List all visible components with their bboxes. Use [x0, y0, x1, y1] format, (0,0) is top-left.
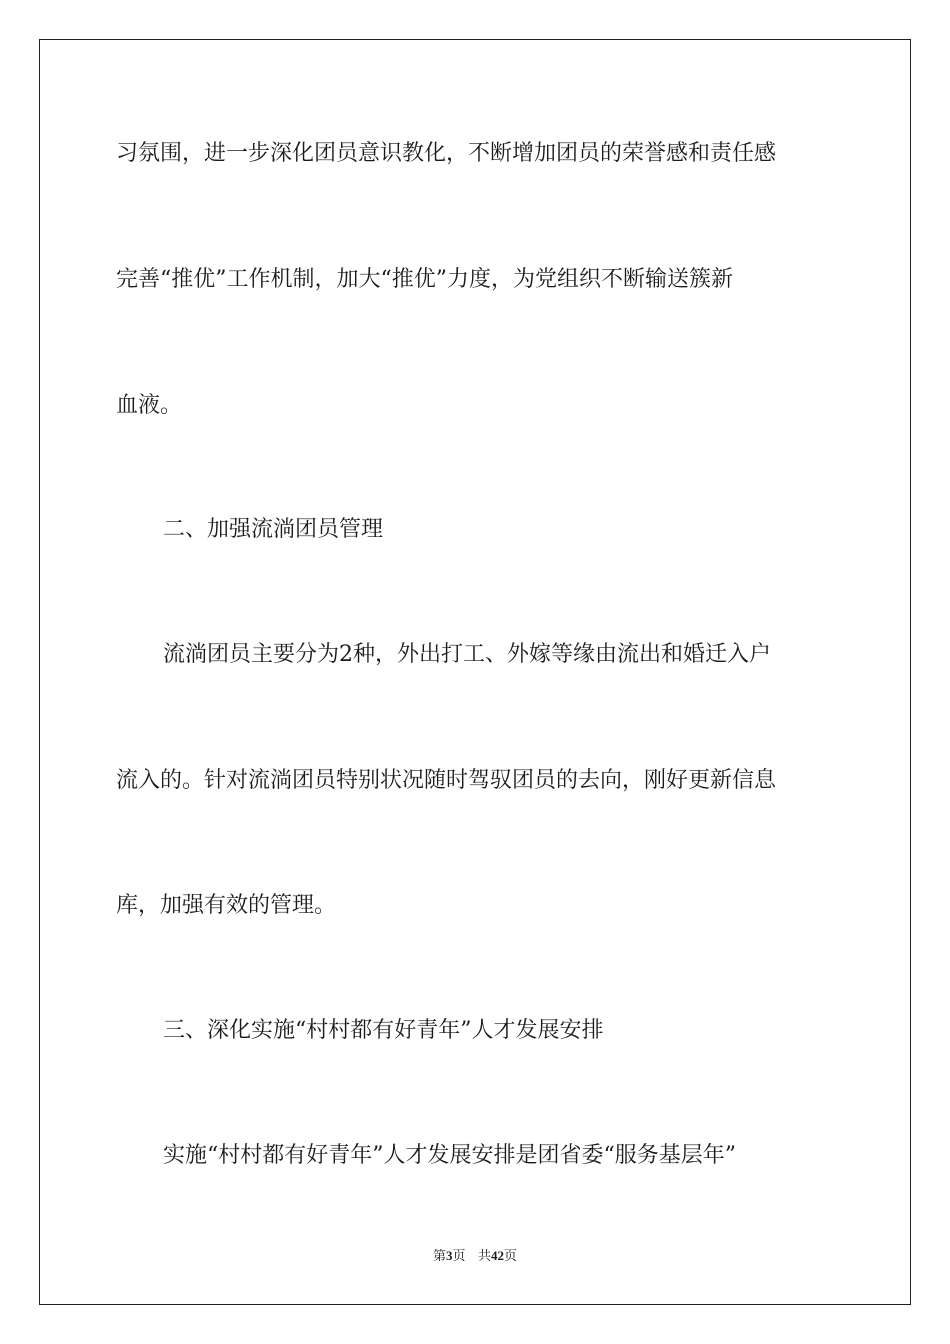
paragraph-line-3: 血液。	[116, 393, 183, 418]
total-pages: 42	[490, 1248, 504, 1263]
paragraph-line-9: 实施“村村都有好青年”人才发展安排是团省委“服务基层年”	[163, 1143, 736, 1168]
section-heading-3: 三、深化实施“村村都有好青年”人才发展安排	[163, 1018, 604, 1043]
paragraph-line-5: 流淌团员主要分为2种，外出打工、外嫁等缘由流出和婚迁入户	[163, 642, 771, 667]
page-footer	[0, 1245, 950, 1264]
paragraph-line-1: 习氛围，进一步深化团员意识教化，不断增加团员的荣誉感和责任感	[116, 141, 777, 166]
total-suffix: 页	[503, 1249, 517, 1264]
page-prefix: 第	[433, 1249, 447, 1264]
total-prefix: 共	[477, 1249, 491, 1264]
section-heading-2: 二、加强流淌团员管理	[163, 517, 384, 542]
page-suffix: 页	[452, 1249, 466, 1264]
page-border	[39, 39, 911, 1305]
page-number: 3	[446, 1248, 453, 1263]
paragraph-line-2: 完善“推优”工作机制，加大“推优”力度，为党组织不断输送簇新	[116, 267, 733, 292]
paragraph-line-6: 流入的。针对流淌团员特别状况随时驾驭团员的去向，刚好更新信息	[116, 768, 777, 793]
paragraph-line-7: 库，加强有效的管理。	[116, 893, 337, 918]
